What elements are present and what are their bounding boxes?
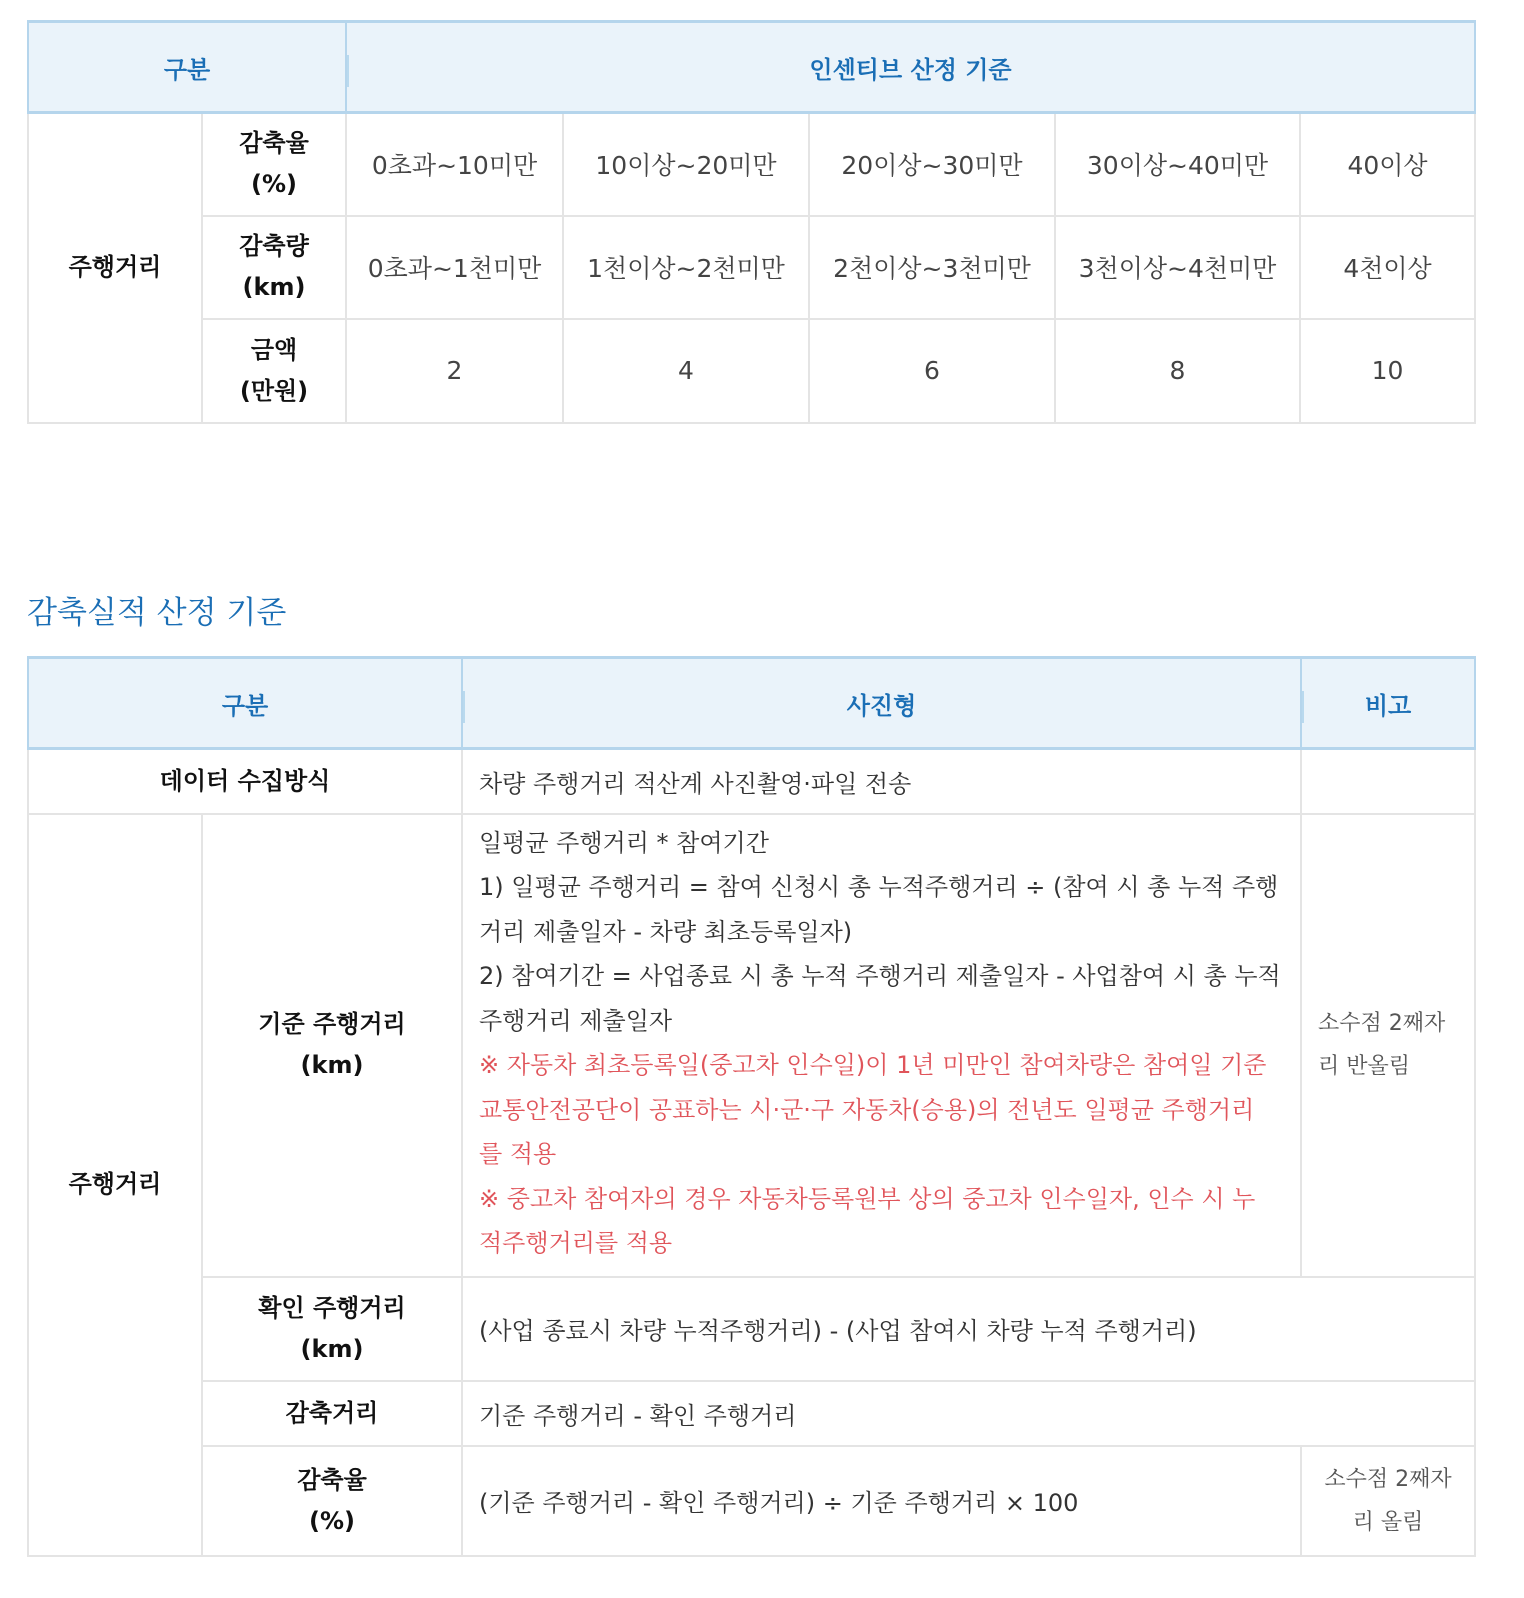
row-label-reduction-rate: 감축율 (%) bbox=[202, 1446, 462, 1556]
row-label-reduction-rate: 감축율 (%) bbox=[202, 113, 346, 216]
incentive-table bbox=[27, 20, 1476, 424]
row-label-data-collection: 데이터 수집방식 bbox=[28, 749, 462, 814]
table-cell: 2천이상~3천미만 bbox=[809, 216, 1055, 319]
performance-table bbox=[27, 656, 1476, 1557]
warning-line: ※ 자동차 최초등록일(중고차 인수일)이 1년 미만인 참여차량은 참여일 기준 bbox=[479, 1051, 1267, 1079]
baseline-line: 2) 참여기간 = 사업종료 시 총 누적 주행거리 제출일자 - 사업참여 시 총 누적 bbox=[479, 962, 1281, 990]
header-photo-type: 사진형 bbox=[462, 658, 1301, 749]
header-separator bbox=[347, 55, 349, 87]
table-cell: 0초과~1천미만 bbox=[346, 216, 563, 319]
header-remarks: 비고 bbox=[1301, 658, 1475, 749]
row-label-amount: 금액 (만원) bbox=[202, 319, 346, 423]
reduction-distance-formula: 기준 주행거리 - 확인 주행거리 bbox=[462, 1381, 1475, 1446]
baseline-line: 주행거리 제출일자 bbox=[479, 1006, 673, 1035]
table-cell: 20이상~30미만 bbox=[809, 113, 1055, 216]
warning-line: 적주행거리를 적용 bbox=[479, 1229, 673, 1257]
baseline-formula bbox=[462, 814, 1301, 1277]
header-category: 구분 bbox=[28, 22, 346, 113]
header-separator bbox=[1302, 691, 1304, 723]
table-cell: 30이상~40미만 bbox=[1055, 113, 1300, 216]
group-label-driving-distance: 주행거리 bbox=[28, 814, 202, 1556]
table-cell: 4 bbox=[563, 319, 809, 423]
table-cell: 40이상 bbox=[1300, 113, 1475, 216]
header-category: 구분 bbox=[28, 658, 462, 749]
table-cell: 6 bbox=[809, 319, 1055, 423]
confirmed-distance-formula: (사업 종료시 차량 누적주행거리) - (사업 참여시 차량 누적 주행거리) bbox=[462, 1277, 1475, 1381]
group-label-driving-distance: 주행거리 bbox=[28, 113, 202, 423]
data-collection-value: 차량 주행거리 적산계 사진촬영·파일 전송 bbox=[462, 749, 1301, 814]
row-label-confirmed-distance: 확인 주행거리 (km) bbox=[202, 1277, 462, 1381]
baseline-line: 일평균 주행거리 * 참여기간 bbox=[479, 828, 769, 857]
baseline-line: 거리 제출일자 - 차량 최초등록일자) bbox=[479, 917, 853, 946]
reduction-rate-note: 소수점 2째자 리 올림 bbox=[1301, 1446, 1475, 1556]
table-cell: 4천이상 bbox=[1300, 216, 1475, 319]
baseline-line: 1) 일평균 주행거리 = 참여 신청시 총 누적주행거리 ÷ (참여 시 총 누적 주행 bbox=[479, 873, 1279, 901]
table-cell: 3천이상~4천미만 bbox=[1055, 216, 1300, 319]
table-cell: 10 bbox=[1300, 319, 1475, 423]
table-cell: 0초과~10미만 bbox=[346, 113, 563, 216]
table-cell: 8 bbox=[1055, 319, 1300, 423]
row-label-baseline-distance: 기준 주행거리 (km) bbox=[202, 814, 462, 1277]
reduction-rate-formula: (기준 주행거리 - 확인 주행거리) ÷ 기준 주행거리 × 100 bbox=[462, 1446, 1301, 1556]
table-cell: 2 bbox=[346, 319, 563, 423]
baseline-note: 소수점 2째자 리 반올림 bbox=[1301, 814, 1475, 1277]
header-separator bbox=[463, 691, 465, 723]
data-collection-note bbox=[1301, 749, 1475, 814]
row-label-reduction-distance: 감축거리 bbox=[202, 1381, 462, 1446]
warning-line: 를 적용 bbox=[479, 1140, 557, 1168]
warning-line: ※ 중고차 참여자의 경우 자동차등록원부 상의 중고차 인수일자, 인수 시 누 bbox=[479, 1184, 1256, 1213]
section-title: 감축실적 산정 기준 bbox=[27, 595, 287, 631]
table-cell: 1천이상~2천미만 bbox=[563, 216, 809, 319]
header-incentive-criteria: 인센티브 산정 기준 bbox=[346, 22, 1475, 113]
row-label-reduction-amount: 감축량 (km) bbox=[202, 216, 346, 319]
warning-line: 교통안전공단이 공표하는 시·군·구 자동차(승용)의 전년도 일평균 주행거리 bbox=[479, 1095, 1255, 1124]
table-cell: 10이상~20미만 bbox=[563, 113, 809, 216]
